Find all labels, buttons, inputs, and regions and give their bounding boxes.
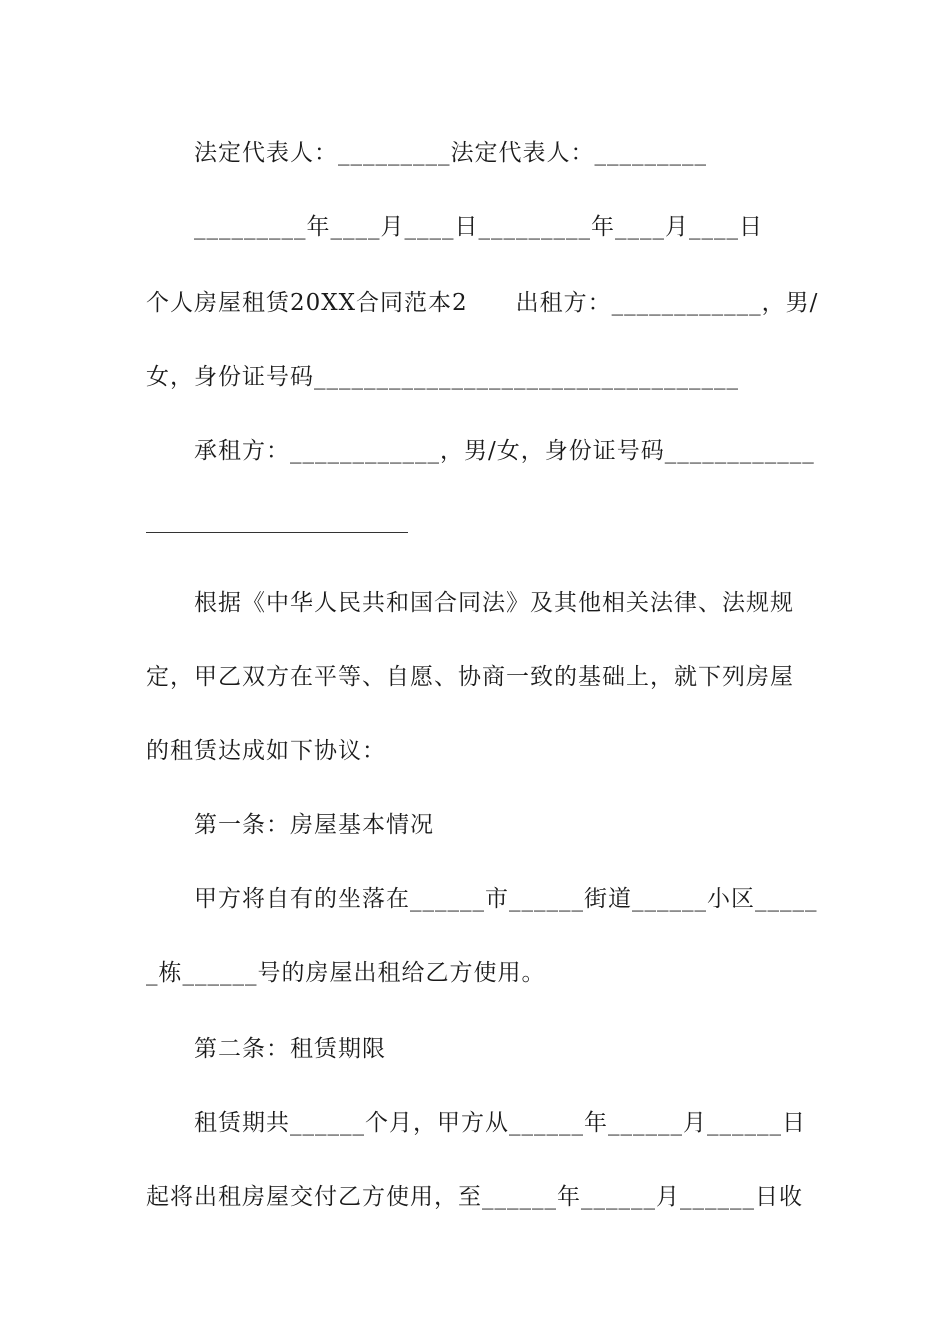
article-1-line-1: 甲方将自有的坐落在______市______街道______小区_____	[194, 886, 818, 912]
paragraph-basis-line-1: 根据《中华人民共和国合同法》及其他相关法律、法规规	[194, 590, 794, 616]
lessee-line: 承租方：____________，男/女，身份证号码____________	[194, 438, 815, 464]
paragraph-basis-line-2: 定，甲乙双方在平等、自愿、协商一致的基础上，就下列房屋	[146, 664, 794, 690]
article-2-line-2: 起将出租房屋交付乙方使用，至______年______月______日收	[146, 1184, 803, 1210]
contract-title-lessor-line: 个人房屋租赁20XX合同范本2 出租方：____________，男/	[146, 290, 819, 316]
legal-representative-line: 法定代表人：_________法定代表人：_________	[194, 140, 707, 166]
article-2-heading: 第二条：租赁期限	[194, 1036, 386, 1062]
lessee-id-continuation-rule	[146, 532, 408, 533]
article-1-line-2: _栋______号的房屋出租给乙方使用。	[146, 960, 546, 986]
paragraph-basis-line-3: 的租赁达成如下协议：	[146, 738, 386, 764]
article-2-line-1: 租赁期共______个月，甲方从______年______月______日	[194, 1110, 806, 1136]
article-1-heading: 第一条：房屋基本情况	[194, 812, 434, 838]
signing-date-line: _________年____月____日_________年____月____日	[194, 214, 763, 240]
lessor-id-line: 女，身份证号码__________________________________	[146, 364, 739, 390]
